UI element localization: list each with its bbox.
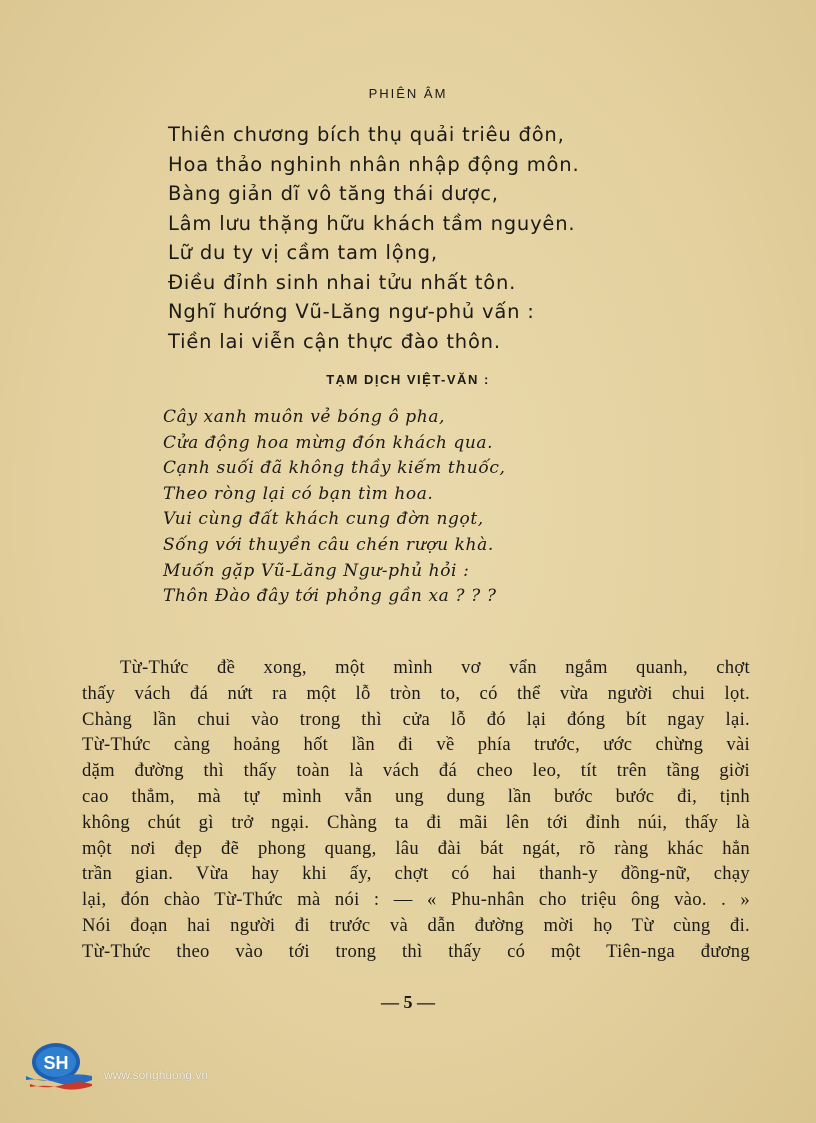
prose-line: một nơi đẹp đẽ phong quang, lâu đài bát ngát, rõ ràng khác hẳn	[82, 837, 750, 859]
svg-text:SH: SH	[43, 1053, 69, 1073]
prose-line: lại, đón chào Từ-Thức mà nói : — « Phu-nhân cho triệu ông vào. . »	[82, 889, 750, 911]
poem-line: Hoa thảo nghinh nhân nhập động môn.	[168, 152, 580, 176]
heading-tam-dich: TẠM DỊCH VIỆT-VĂN :	[326, 372, 490, 387]
poem-line: Cửa động hoa mừng đón khách qua.	[163, 432, 494, 453]
poem-line: Bàng giản dĩ vô tăng thái dược,	[168, 182, 499, 205]
poem-line: Theo ròng lại có bạn tìm hoa.	[163, 483, 434, 504]
poem-line: Điều đỉnh sinh nhai tửu nhất tôn.	[168, 270, 517, 294]
poem-line: Cạnh suối đã không thầy kiếm thuốc,	[163, 458, 506, 479]
website-url[interactable]: www.songhuong.vn	[104, 1068, 209, 1082]
prose-line: Chàng lần chui vào trong thì cửa lỗ đó lại đóng bít ngay lại.	[82, 708, 750, 730]
heading-phien-am: PHIÊN ÂM	[368, 86, 448, 101]
prose-line: trần gian. Vừa hay khi ấy, chợt có hai thanh-y đồng-nữ, chạy	[82, 863, 750, 885]
poem-line: Lữ du ty vị cầm tam lộng,	[168, 241, 438, 264]
poem-line: Nghĩ hướng Vũ-Lăng ngư-phủ vấn :	[168, 300, 535, 323]
prose-line: Nói đoạn hai người đi trước và dẫn đường mời họ Từ cùng đi.	[82, 914, 750, 936]
poem-line: Sống với thuyền câu chén rượu khà.	[163, 534, 494, 555]
prose-line: Từ-Thức theo vào tới trong thì thấy có một Tiên-nga đương	[82, 940, 750, 962]
poem-line: Vui cùng đất khách cung đờn ngọt,	[163, 509, 484, 530]
poem-line: Thiên chương bích thụ quải triêu đôn,	[168, 123, 565, 146]
poem-line: Muốn gặp Vũ-Lăng Ngư-phủ hỏi :	[163, 560, 470, 581]
prose-line: Từ-Thức càng hoảng hốt lần đi về phía trước, ước chừng vài	[82, 734, 750, 756]
prose-line: thấy vách đá nứt ra một lỗ tròn to, có thể vừa người chui lọt.	[82, 682, 750, 704]
prose-line: không chút gì trở ngại. Chàng ta đi mãi lên tới đỉnh núi, thấy là	[82, 811, 750, 833]
prose-line: cao thẳm, mà tự mình vẫn ung dung lần bước bước đi, tịnh	[82, 785, 750, 807]
poem-line: Thôn Đào đây tới phỏng gần xa ? ? ?	[163, 586, 497, 607]
prose-line: Từ-Thức đề xong, một mình vơ vẩn ngắm quanh, chợt	[120, 657, 750, 678]
poem-line: Tiền lai viễn cận thực đào thôn.	[168, 329, 501, 353]
poem-phien-am	[168, 120, 579, 356]
prose-paragraph	[82, 655, 750, 965]
page-number: — 5 —	[381, 992, 435, 1012]
poem-line: Lâm lưu thặng hữu khách tầm nguyên.	[168, 211, 576, 235]
prose-line: dặm đường thì thấy toàn là vách đá cheo leo, tít trên tầng giời	[82, 760, 750, 782]
poem-line: Cây xanh muôn vẻ bóng ô pha,	[163, 407, 446, 427]
poem-viet-van	[163, 405, 505, 610]
songhuong-logo[interactable]	[22, 1040, 94, 1090]
